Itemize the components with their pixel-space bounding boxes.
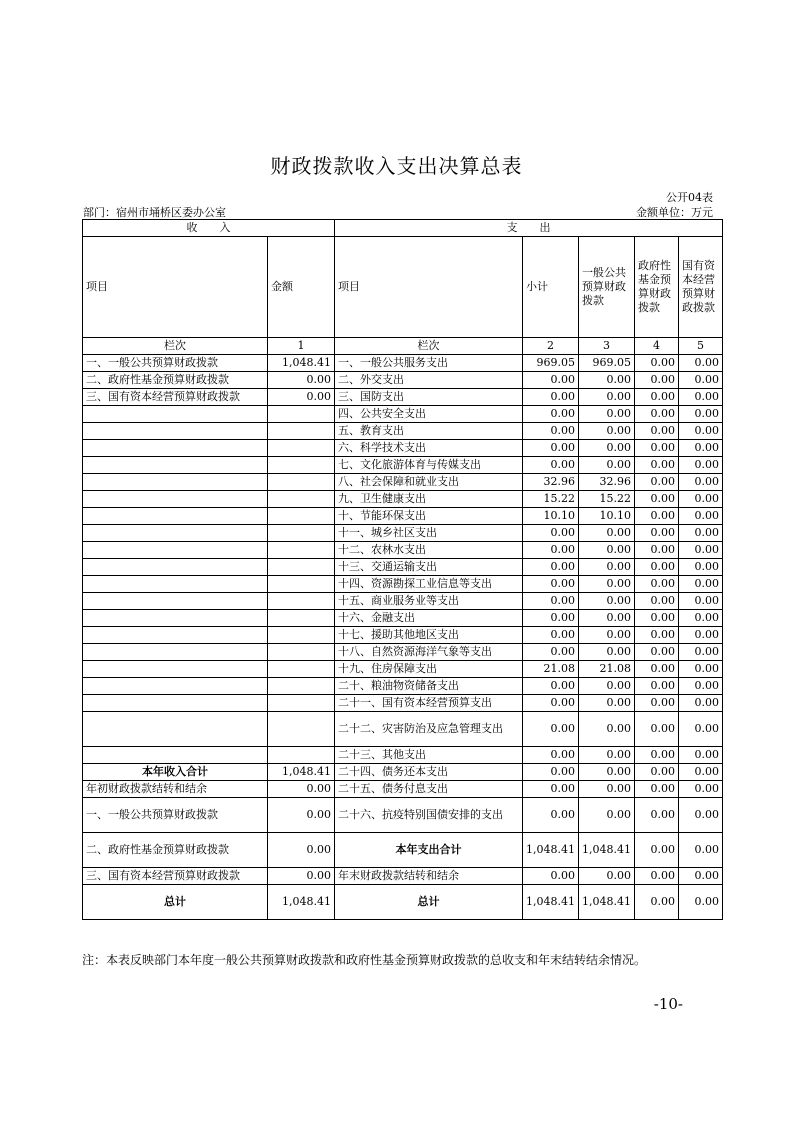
subtotal-header: 小计 (523, 237, 579, 338)
fund-budget-cell: 0.00 (634, 627, 678, 644)
expense-item-cell: 二十、粮油物资储备支出 (335, 678, 523, 695)
subtotal-cell: 15.22 (523, 491, 579, 508)
index-label: 栏次 (335, 338, 523, 355)
expense-item-cell: 二十六、抗疫特别国债安排的支出 (335, 798, 523, 833)
table-row (83, 678, 723, 695)
table-row (83, 798, 723, 833)
general-budget-cell: 0.00 (578, 423, 634, 440)
fund-budget-header: 政府性基金预算财政拨款 (634, 237, 678, 338)
table-row (83, 457, 723, 474)
income-amount-cell (268, 491, 335, 508)
expense-item-cell: 九、卫生健康支出 (335, 491, 523, 508)
fund-budget-cell: 0.00 (634, 491, 678, 508)
income-item-cell: 总计 (83, 885, 268, 920)
fund-budget-cell: 0.00 (634, 610, 678, 627)
income-item-cell (83, 457, 268, 474)
table-row (83, 868, 723, 885)
income-item-cell (83, 474, 268, 491)
income-item-cell (83, 440, 268, 457)
income-amount-cell (268, 576, 335, 593)
expense-item-cell: 五、教育支出 (335, 423, 523, 440)
income-item-cell (83, 747, 268, 764)
expense-item-cell: 十三、交通运输支出 (335, 559, 523, 576)
income-item-cell (83, 593, 268, 610)
subtotal-cell: 1,048.41 (523, 885, 579, 920)
state-capital-cell: 0.00 (678, 885, 722, 920)
general-budget-cell: 969.05 (578, 355, 634, 372)
table-row (83, 559, 723, 576)
income-amount-cell (268, 712, 335, 747)
subtotal-cell: 0.00 (523, 406, 579, 423)
fund-budget-cell: 0.00 (634, 833, 678, 868)
subtotal-cell: 0.00 (523, 781, 579, 798)
expense-item-cell: 十一、城乡社区支出 (335, 525, 523, 542)
income-amount-cell (268, 695, 335, 712)
expense-item-cell: 十四、资源勘探工业信息等支出 (335, 576, 523, 593)
page-number: -10- (653, 995, 683, 1013)
index-number: 4 (634, 338, 678, 355)
expense-item-cell: 二、外交支出 (335, 372, 523, 389)
income-amount-cell: 0.00 (268, 372, 335, 389)
subtotal-cell: 21.08 (523, 661, 579, 678)
income-item-cell (83, 508, 268, 525)
index-number: 2 (523, 338, 579, 355)
income-item-cell: 二、政府性基金预算财政拨款 (83, 372, 268, 389)
general-budget-header: 一般公共预算财政拨款 (578, 237, 634, 338)
general-budget-cell: 0.00 (578, 593, 634, 610)
fund-budget-cell: 0.00 (634, 355, 678, 372)
income-amount-cell: 0.00 (268, 389, 335, 406)
table-row (83, 593, 723, 610)
fund-budget-cell: 0.00 (634, 423, 678, 440)
subtotal-cell: 0.00 (523, 695, 579, 712)
state-capital-cell: 0.00 (678, 695, 722, 712)
income-amount-cell (268, 406, 335, 423)
budget-table (82, 219, 723, 920)
table-row (83, 474, 723, 491)
income-amount-cell: 1,048.41 (268, 355, 335, 372)
general-budget-cell: 1,048.41 (578, 885, 634, 920)
state-capital-cell: 0.00 (678, 508, 722, 525)
state-capital-cell: 0.00 (678, 661, 722, 678)
income-item-cell (83, 610, 268, 627)
table-row (83, 406, 723, 423)
general-budget-cell: 0.00 (578, 610, 634, 627)
column-header-row (83, 237, 723, 338)
general-budget-cell: 1,048.41 (578, 833, 634, 868)
table-row (83, 644, 723, 661)
expense-item-cell: 十、节能环保支出 (335, 508, 523, 525)
expense-item-cell: 总计 (335, 885, 523, 920)
index-label: 栏次 (83, 338, 268, 355)
income-item-cell (83, 525, 268, 542)
income-amount-cell (268, 747, 335, 764)
general-budget-cell: 21.08 (578, 661, 634, 678)
table-row (83, 712, 723, 747)
subtotal-cell: 0.00 (523, 542, 579, 559)
income-amount-cell (268, 440, 335, 457)
subtotal-cell: 10.10 (523, 508, 579, 525)
income-item-cell (83, 559, 268, 576)
general-budget-cell: 0.00 (578, 644, 634, 661)
table-row (83, 440, 723, 457)
subtotal-cell: 0.00 (523, 764, 579, 781)
table-row (83, 508, 723, 525)
table-row (83, 781, 723, 798)
state-capital-cell: 0.00 (678, 559, 722, 576)
income-amount-cell: 0.00 (268, 781, 335, 798)
income-amount-cell (268, 593, 335, 610)
general-budget-cell: 0.00 (578, 576, 634, 593)
income-item-cell (83, 491, 268, 508)
state-capital-cell: 0.00 (678, 678, 722, 695)
general-budget-cell: 10.10 (578, 508, 634, 525)
fund-budget-cell: 0.00 (634, 389, 678, 406)
state-capital-cell: 0.00 (678, 491, 722, 508)
expense-item-cell: 二十一、国有资本经营预算支出 (335, 695, 523, 712)
state-capital-cell: 0.00 (678, 593, 722, 610)
table-row (83, 576, 723, 593)
table-row (83, 491, 723, 508)
state-capital-cell: 0.00 (678, 542, 722, 559)
subtotal-cell: 0.00 (523, 610, 579, 627)
income-amount-cell (268, 508, 335, 525)
income-item-cell (83, 576, 268, 593)
subtotal-cell: 0.00 (523, 798, 579, 833)
income-item-cell: 二、政府性基金预算财政拨款 (83, 833, 268, 868)
general-budget-cell: 0.00 (578, 695, 634, 712)
income-item-cell (83, 661, 268, 678)
footnote: 注：本表反映部门本年度一般公共预算财政拨款和政府性基金预算财政拨款的总收支和年末结转结余情况。 (82, 953, 647, 967)
table-row (83, 627, 723, 644)
general-budget-cell: 0.00 (578, 627, 634, 644)
fund-budget-cell: 0.00 (634, 457, 678, 474)
income-amount-cell: 1,048.41 (268, 764, 335, 781)
table-row (83, 661, 723, 678)
general-budget-cell: 0.00 (578, 406, 634, 423)
income-amount-cell: 0.00 (268, 798, 335, 833)
table-row (83, 542, 723, 559)
state-capital-cell: 0.00 (678, 474, 722, 491)
fund-budget-cell: 0.00 (634, 508, 678, 525)
table-code: 公开04表 (666, 191, 713, 204)
fund-budget-cell: 0.00 (634, 781, 678, 798)
income-amount-cell (268, 610, 335, 627)
expense-item-cell: 十二、农林水支出 (335, 542, 523, 559)
fund-budget-cell: 0.00 (634, 764, 678, 781)
subtotal-cell: 0.00 (523, 559, 579, 576)
income-item-cell (83, 695, 268, 712)
table-row (83, 423, 723, 440)
fund-budget-cell: 0.00 (634, 661, 678, 678)
expense-item-cell: 四、公共安全支出 (335, 406, 523, 423)
income-item-cell (83, 406, 268, 423)
general-budget-cell: 0.00 (578, 712, 634, 747)
table-row (83, 747, 723, 764)
table-row (83, 355, 723, 372)
table-row (83, 695, 723, 712)
expense-item-cell: 三、国防支出 (335, 389, 523, 406)
state-capital-cell: 0.00 (678, 440, 722, 457)
table-row (83, 833, 723, 868)
subtotal-cell: 0.00 (523, 712, 579, 747)
fund-budget-cell: 0.00 (634, 406, 678, 423)
table-row (83, 372, 723, 389)
expense-item-cell: 十六、金融支出 (335, 610, 523, 627)
table-row (83, 610, 723, 627)
income-amount-cell (268, 627, 335, 644)
fund-budget-cell: 0.00 (634, 593, 678, 610)
page-title: 财政拨款收入支出决算总表 (270, 154, 523, 178)
income-amount-header: 金额 (268, 237, 335, 338)
general-budget-cell: 0.00 (578, 559, 634, 576)
state-capital-cell: 0.00 (678, 764, 722, 781)
expense-item-cell: 十五、商业服务业等支出 (335, 593, 523, 610)
state-capital-cell: 0.00 (678, 798, 722, 833)
department-label: 部门：宿州市埇桥区委办公室 (83, 206, 226, 219)
state-capital-cell: 0.00 (678, 781, 722, 798)
expense-item-cell: 一、一般公共服务支出 (335, 355, 523, 372)
subtotal-cell: 32.96 (523, 474, 579, 491)
subtotal-cell: 0.00 (523, 868, 579, 885)
income-amount-cell (268, 542, 335, 559)
subtotal-cell: 969.05 (523, 355, 579, 372)
subtotal-cell: 0.00 (523, 627, 579, 644)
state-capital-cell: 0.00 (678, 406, 722, 423)
subtotal-cell: 0.00 (523, 576, 579, 593)
subtotal-cell: 0.00 (523, 440, 579, 457)
state-capital-cell: 0.00 (678, 372, 722, 389)
income-item-cell: 一、一般公共预算财政拨款 (83, 355, 268, 372)
table-row (83, 764, 723, 781)
general-budget-cell: 0.00 (578, 781, 634, 798)
subtotal-cell: 0.00 (523, 678, 579, 695)
state-capital-cell: 0.00 (678, 389, 722, 406)
fund-budget-cell: 0.00 (634, 712, 678, 747)
expense-item-cell: 七、文化旅游体育与传媒支出 (335, 457, 523, 474)
subtotal-cell: 0.00 (523, 644, 579, 661)
state-capital-cell: 0.00 (678, 576, 722, 593)
expense-item-cell: 十八、自然资源海洋气象等支出 (335, 644, 523, 661)
expense-item-cell: 十九、住房保障支出 (335, 661, 523, 678)
income-item-cell: 一、一般公共预算财政拨款 (83, 798, 268, 833)
income-amount-cell (268, 678, 335, 695)
fund-budget-cell: 0.00 (634, 372, 678, 389)
income-item-cell: 本年收入合计 (83, 764, 268, 781)
state-capital-cell: 0.00 (678, 747, 722, 764)
general-budget-cell: 0.00 (578, 457, 634, 474)
income-item-cell (83, 627, 268, 644)
table-row (83, 389, 723, 406)
fund-budget-cell: 0.00 (634, 644, 678, 661)
subtotal-cell: 0.00 (523, 423, 579, 440)
subtotal-cell: 0.00 (523, 457, 579, 474)
general-budget-cell: 0.00 (578, 389, 634, 406)
income-item-cell (83, 423, 268, 440)
subtotal-cell: 0.00 (523, 593, 579, 610)
income-item-cell (83, 644, 268, 661)
expense-item-header: 项目 (335, 237, 523, 338)
income-item-cell: 三、国有资本经营预算财政拨款 (83, 389, 268, 406)
expense-item-cell: 二十二、灾害防治及应急管理支出 (335, 712, 523, 747)
state-capital-cell: 0.00 (678, 712, 722, 747)
state-capital-cell: 0.00 (678, 355, 722, 372)
table-row (83, 525, 723, 542)
expense-item-cell: 本年支出合计 (335, 833, 523, 868)
state-capital-cell: 0.00 (678, 627, 722, 644)
general-budget-cell: 0.00 (578, 440, 634, 457)
expense-item-cell: 十七、援助其他地区支出 (335, 627, 523, 644)
income-amount-cell (268, 644, 335, 661)
general-budget-cell: 0.00 (578, 868, 634, 885)
fund-budget-cell: 0.00 (634, 525, 678, 542)
expense-item-cell: 二十五、债务付息支出 (335, 781, 523, 798)
income-amount-cell (268, 423, 335, 440)
income-item-cell: 年初财政拨款结转和结余 (83, 781, 268, 798)
income-amount-cell (268, 559, 335, 576)
income-item-cell (83, 542, 268, 559)
general-budget-cell: 0.00 (578, 747, 634, 764)
income-item-cell (83, 678, 268, 695)
expense-item-cell: 六、科学技术支出 (335, 440, 523, 457)
general-budget-cell: 32.96 (578, 474, 634, 491)
income-amount-cell: 1,048.41 (268, 885, 335, 920)
fund-budget-cell: 0.00 (634, 695, 678, 712)
income-amount-cell (268, 457, 335, 474)
index-number: 5 (678, 338, 722, 355)
fund-budget-cell: 0.00 (634, 474, 678, 491)
general-budget-cell: 0.00 (578, 798, 634, 833)
section-header-row (83, 220, 723, 237)
income-amount-cell: 0.00 (268, 868, 335, 885)
general-budget-cell: 15.22 (578, 491, 634, 508)
fund-budget-cell: 0.00 (634, 678, 678, 695)
general-budget-cell: 0.00 (578, 372, 634, 389)
subtotal-cell: 0.00 (523, 389, 579, 406)
subtotal-cell: 0.00 (523, 525, 579, 542)
index-number: 3 (578, 338, 634, 355)
subtotal-cell: 0.00 (523, 747, 579, 764)
expense-header: 支 出 (335, 220, 723, 237)
state-capital-cell: 0.00 (678, 457, 722, 474)
income-header: 收 入 (83, 220, 335, 237)
state-capital-cell: 0.00 (678, 833, 722, 868)
state-capital-cell: 0.00 (678, 868, 722, 885)
state-capital-cell: 0.00 (678, 644, 722, 661)
state-capital-header: 国有资本经营预算财政拨款 (678, 237, 722, 338)
fund-budget-cell: 0.00 (634, 868, 678, 885)
fund-budget-cell: 0.00 (634, 747, 678, 764)
income-amount-cell (268, 661, 335, 678)
state-capital-cell: 0.00 (678, 423, 722, 440)
index-number: 1 (268, 338, 335, 355)
fund-budget-cell: 0.00 (634, 559, 678, 576)
general-budget-cell: 0.00 (578, 525, 634, 542)
fund-budget-cell: 0.00 (634, 542, 678, 559)
income-amount-cell (268, 525, 335, 542)
general-budget-cell: 0.00 (578, 764, 634, 781)
income-item-cell: 三、国有资本经营预算财政拨款 (83, 868, 268, 885)
fund-budget-cell: 0.00 (634, 885, 678, 920)
expense-item-cell: 八、社会保障和就业支出 (335, 474, 523, 491)
expense-item-cell: 二十四、债务还本支出 (335, 764, 523, 781)
index-row (83, 338, 723, 355)
income-amount-cell (268, 474, 335, 491)
unit-label: 金额单位：万元 (636, 206, 713, 219)
income-item-header: 项目 (83, 237, 268, 338)
subtotal-cell: 0.00 (523, 372, 579, 389)
income-item-cell (83, 712, 268, 747)
expense-item-cell: 年末财政拨款结转和结余 (335, 868, 523, 885)
subtotal-cell: 1,048.41 (523, 833, 579, 868)
general-budget-cell: 0.00 (578, 542, 634, 559)
table-row (83, 885, 723, 920)
fund-budget-cell: 0.00 (634, 798, 678, 833)
state-capital-cell: 0.00 (678, 525, 722, 542)
state-capital-cell: 0.00 (678, 610, 722, 627)
fund-budget-cell: 0.00 (634, 440, 678, 457)
general-budget-cell: 0.00 (578, 678, 634, 695)
fund-budget-cell: 0.00 (634, 576, 678, 593)
expense-item-cell: 二十三、其他支出 (335, 747, 523, 764)
income-amount-cell: 0.00 (268, 833, 335, 868)
